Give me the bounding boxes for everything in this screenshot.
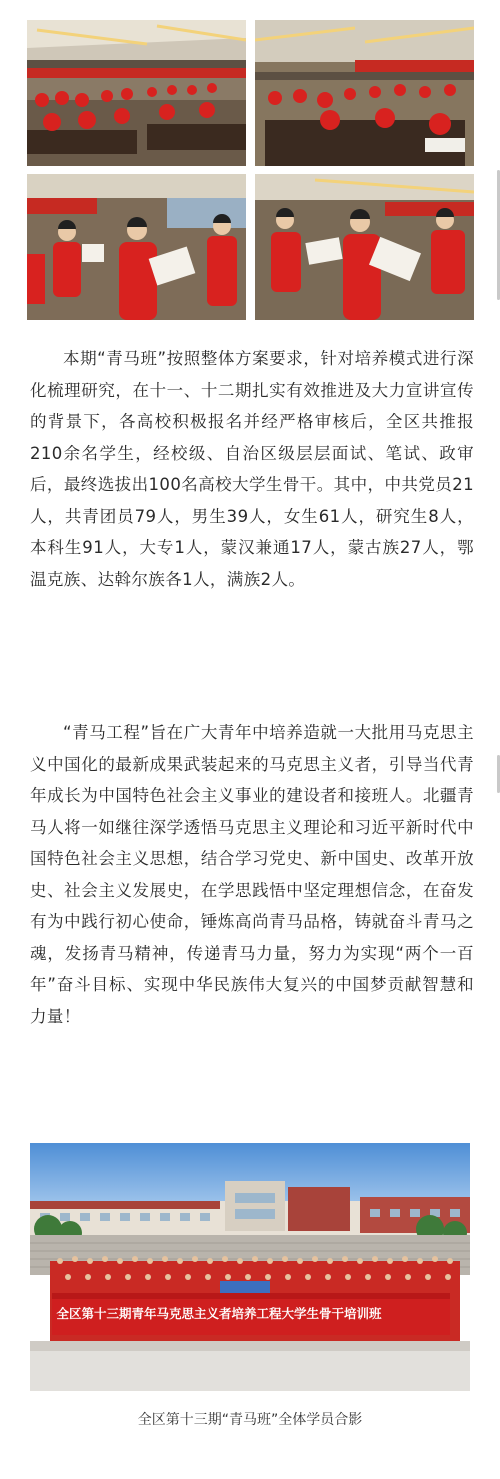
body-paragraph-purpose: “青马工程”旨在广大青年中培养造就一大批用马克思主义中国化的最新成果武装起来的马克思主义者，引导当代青年成长为中国特色社会主义事业的建设者和接班人。北疆青马人将一如继往深学透悟马克思主义理论和习近平新时代中国特色社会主义思想，结合学习党史、新中国史、改革开放史、社会主义发展史，在学思践悟中坚定理想信念，在奋发有为中践行初心使命，锤炼高尚青马品格，铸就奋斗青马之魂，发扬青马精神，传递青马力量，努力为实现“两个一百年”奋斗目标、实现中华民族伟大复兴的中国梦贡献智慧和力量！ [30, 723, 474, 1026]
body-paragraph-selection: 本期“青马班”按照整体方案要求，针对培养模式进行深化梳理研究，在十一、十二期扎实有效推进及大力宣讲宣传的背景下，各高校积极报名并经严格审核后，全区共推报210余名学生，经校级、自治区级层层面试、笔试、政审后，最终选拔出100名高校大学生骨干。其中，中共党员21人，共青团员79人，男生39人，女生61人，研究生8人，本科生91人，大专1人，蒙汉兼通17人，蒙古族27人，鄂温克族、达斡尔族各1人，满族2人。 [30, 349, 474, 589]
photo-grid [27, 20, 474, 320]
conference-hall-photo-2 [255, 20, 474, 166]
photo-caption: 全区第十三期“青马班”全体学员合影 [137, 1412, 363, 1428]
conference-hall-photo-1 [27, 20, 246, 166]
students-reading-photo-2 [255, 174, 474, 320]
group-photo [30, 1143, 470, 1391]
students-reading-photo-1 [27, 174, 246, 320]
group-photo-banner-text: 全区第十三期青年马克思主义者培养工程大学生骨干培训班 [56, 1306, 382, 1321]
